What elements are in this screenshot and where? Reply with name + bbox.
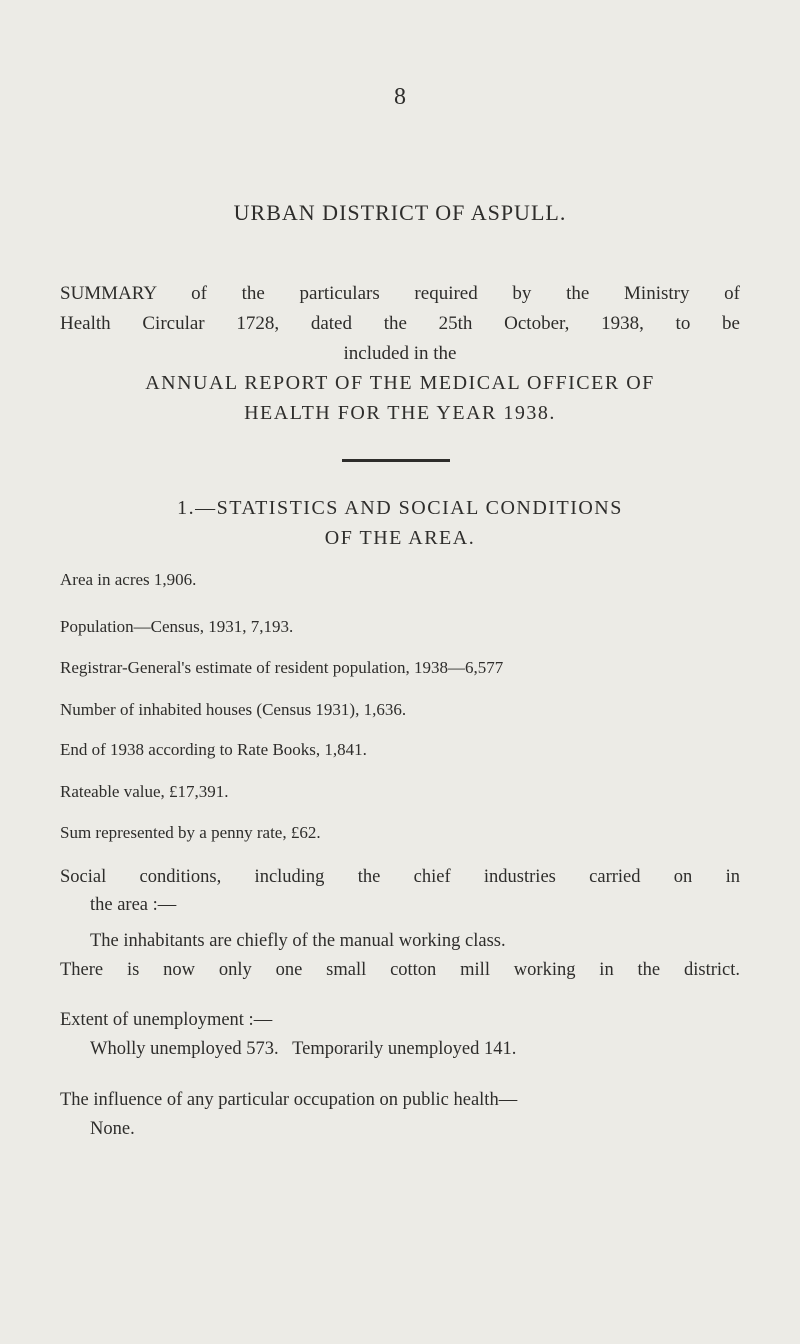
summary-line-2: Health Circular 1728, dated the 25th October, 1938, to be bbox=[60, 313, 740, 334]
summary-line-1: SUMMARY of the particulars required by the Ministry of bbox=[60, 283, 740, 304]
section-divider bbox=[342, 459, 450, 462]
occupation-influence-line-1: The influence of any particular occupation on public health— bbox=[60, 1090, 518, 1110]
section-title-line-1: 1.—STATISTICS AND SOCIAL CONDITIONS bbox=[177, 497, 623, 519]
social-conditions-body-line-1: The inhabitants are chiefly of the manual working class. bbox=[90, 931, 506, 951]
page-number: 8 bbox=[394, 84, 406, 110]
unemployment-detail: Wholly unemployed 573. Temporarily unemployed 141. bbox=[90, 1039, 517, 1059]
social-conditions-heading-line-2: the area :— bbox=[90, 895, 177, 915]
inhabited-houses-stat: Number of inhabited houses (Census 1931), 1,636. bbox=[60, 700, 407, 719]
population-census-stat: Population—Census, 1931, 7,193. bbox=[60, 617, 294, 636]
area-stat: Area in acres 1,906. bbox=[60, 570, 197, 589]
social-conditions-body-line-2: There is now only one small cotton mill working in the district. bbox=[60, 960, 740, 980]
report-title-line-1: ANNUAL REPORT OF THE MEDICAL OFFICER OF bbox=[145, 372, 655, 394]
rateable-value-stat: Rateable value, £17,391. bbox=[60, 782, 229, 801]
section-title-line-2: OF THE AREA. bbox=[324, 527, 476, 549]
rate-books-stat: End of 1938 according to Rate Books, 1,841. bbox=[60, 740, 367, 759]
report-title-line-2: HEALTH FOR THE YEAR 1938. bbox=[244, 402, 556, 424]
summary-line-3: included in the bbox=[343, 343, 457, 364]
penny-rate-stat: Sum represented by a penny rate, £62. bbox=[60, 823, 321, 842]
unemployment-heading: Extent of unemployment :— bbox=[60, 1010, 273, 1030]
occupation-influence-line-2: None. bbox=[90, 1119, 135, 1139]
registrar-estimate-stat: Registrar-General's estimate of resident population, 1938—6,577 bbox=[60, 658, 504, 677]
district-title: URBAN DISTRICT OF ASPULL. bbox=[233, 200, 567, 225]
social-conditions-heading-line-1: Social conditions, including the chief industries carried on in bbox=[60, 867, 740, 887]
